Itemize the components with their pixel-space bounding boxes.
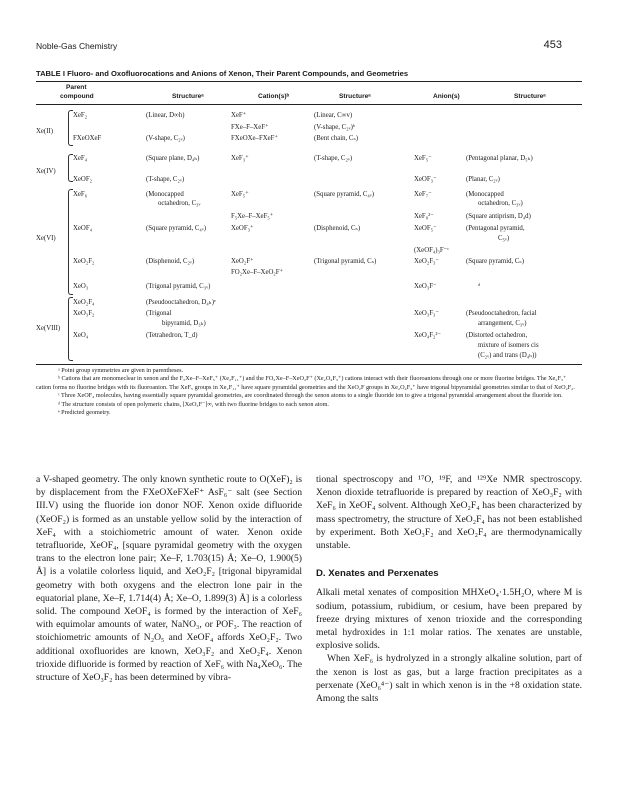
structure-cell: (Tetrahedron, T_d) <box>146 332 198 339</box>
structure-cell: (Trigonal <box>146 310 172 317</box>
cation-cell: FXe–F–XeF⁺ <box>231 124 269 131</box>
structure-cell: (T-shape, C₂ᵥ) <box>146 176 185 183</box>
anion-structure-cell: arrangement, C₃ᵥ) <box>478 320 527 327</box>
cation-cell: XeF₅⁺ <box>231 191 249 198</box>
footnote: ᵉ Predicted geometry. <box>58 409 111 417</box>
column-header-structure: Structureᵃ <box>339 93 371 100</box>
cation-cell: XeOF₃⁺ <box>231 225 254 232</box>
column-header-compound: compound <box>60 93 94 100</box>
anion-structure-cell: C₅ᵥ) <box>498 235 510 242</box>
anion-cell: XeO₃F⁻ <box>414 283 437 290</box>
body-left-column <box>36 473 302 684</box>
compound-cell: XeF₂ <box>73 112 88 119</box>
running-head: Noble-Gas Chemistry <box>36 41 118 51</box>
column-header-structure: Structureᵃ <box>172 93 204 100</box>
table-top-rule <box>36 81 582 82</box>
structure-cell: (V-shape, C₂ᵥ) <box>146 135 185 142</box>
table-header-rule <box>36 104 582 105</box>
cation-structure-cell: (Disphenoid, Cₛ) <box>314 225 361 232</box>
column-header-parent: Parent <box>66 84 87 91</box>
anion-structure-cell: (Pseudooctahedron, facial <box>466 310 537 317</box>
anion-cell: XeF₇⁻ <box>414 191 432 198</box>
anion-structure-cell: (Monocapped <box>466 191 504 198</box>
column-header-cations: Cation(s)ᵇ <box>258 93 290 100</box>
anion-cell: XeOF₃⁻ <box>414 176 437 183</box>
body-paragraph: When XeF₆ is hydrolyzed in a strongly alkaline solution, part of the xenon is lost as gas, but a large fraction precipitates as a perxenate (XeO₆⁴⁻) salt in which xenon is in the +8 oxidation state. Among the salts <box>316 653 582 705</box>
structure-cell: bipyramid, D₃ₕ) <box>162 320 206 327</box>
structure-cell: (Linear, D∞h) <box>146 112 185 119</box>
compound-cell: XeO₃ <box>73 283 89 290</box>
structure-cell: (Square pyramid, C₄ᵥ) <box>146 225 207 232</box>
anion-structure-cell: mixture of isomers cis <box>478 342 539 349</box>
anion-cell: XeOF₅⁻ <box>414 225 437 232</box>
cation-structure-cell: (Linear, C∞v) <box>314 112 353 119</box>
compound-cell: XeO₄ <box>73 332 89 339</box>
section-heading: D. Xenates and Perxenates <box>316 568 439 580</box>
compound-cell: XeF₄ <box>73 155 88 162</box>
compound-cell: FXeOXeF <box>73 135 102 142</box>
cation-cell: XeF⁺ <box>231 112 247 119</box>
cation-structure-cell: (Bent chain, Cₛ) <box>314 135 359 142</box>
cation-cell: XeF₃⁺ <box>231 155 249 162</box>
footnote: ᵃ Point group symmetries are given in parentheses. <box>58 367 184 374</box>
anion-cell: XeF₈²⁻ <box>414 213 434 220</box>
table-caption: TABLE I Fluoro- and Oxofluorocations and Anions of Xenon, Their Parent Compounds, and Geometries <box>36 69 409 78</box>
column-header-anions: Anion(s) <box>433 93 460 100</box>
body-paragraph: tional spectroscopy and ¹⁷O, ¹⁹F, and ¹²⁹Xe NMR spectroscopy. Xenon dioxide tetrafluoride is prepared by reaction of XeO₃F₂ with XeF₆ in XeOF₄ solvent. Although XeO₂F₄ has been characterized by mass spectrometry, the structure of XeO₂F₄ has not been established by experiment. Both XeO₃F₂ and XeO₂F₄ are thermodynamically unstable. <box>316 474 582 552</box>
cation-cell: FO₂Xe–F–XeO₂F⁺ <box>231 269 284 276</box>
table-footnotes <box>36 367 582 417</box>
column-header-structure: Structureᵃ <box>514 93 546 100</box>
compound-cell: XeO₂F₄ <box>73 299 95 306</box>
cation-structure-cell: (T-shape, C₂ᵥ) <box>314 155 353 162</box>
body-paragraph: a V-shaped geometry. The only known synthetic route to O(XeF)₂ is by displacement from the FXeOXeFXeF⁺ AsF₆⁻ salt (see Section III.V) using the fluoride ion donor NOF. Xenon oxide difluoride (XeOF₂) is formed as an unstable yellow solid by the interaction of XeF₄ with a stoichiometric amount of water. Xenon oxide tetrafluoride, XeOF₄, [square pyramidal geometry with the oxygen trans to the electron lone pair; Xe–F, 1.703(15) Å; Xe–O, 1.900(5) Å] is a volatile colorless liquid, and XeO₂F₂ [trigonal bipyramidal geometry with both oxygens and the electron lone pair in the equatorial plane, Xe–F, 1.714(4) Å; Xe–O, 1.899(3) Å] is a colorless solid. The compound XeOF₄ is formed by the interaction of XeF₆ with equimolar amounts of water, NaNO₃, or POF₃. The reaction of stoichiometric amounts of N₂O₅ and XeOF₄ affords XeO₂F₂. Two additional oxofluorides are known, XeO₃F₂ and XeO₂F₄. Xenon trioxide difluoride is formed by reaction of XeF₆ with Na₄XeO₆. The structure of XeO₃F₂ has been determined by vibra- <box>36 474 302 684</box>
group-label: Xe(VI) <box>36 235 56 242</box>
anion-structure-cell: (Square pyramid, Cₛ) <box>466 258 524 265</box>
compound-cell: XeF₆ <box>73 191 88 198</box>
anion-structure-cell: (Planar, C₂ᵥ) <box>466 176 500 183</box>
group-label: Xe(II) <box>36 128 53 135</box>
structure-cell: (Pseudooctahedron, D₄ₕ)ᵉ <box>146 299 216 306</box>
footnote: ᶜ Three XeOF₄ molecules, having essentially square pyramidal geometries, are coordinated through the xenon atoms to a single fluoride ion to give a trigonal pyramidal arrangement about the fluoride ion. <box>58 392 563 400</box>
structure-cell: (Monocapped <box>146 191 184 198</box>
anion-structure-cell: octahedron, C₃ᵥ) <box>478 200 523 207</box>
group-label: Xe(IV) <box>36 168 56 175</box>
cation-structure-cell: (V-shape, C₂ᵥ)ᵇ <box>314 124 355 131</box>
cation-structure-cell: (Square pyramid, C₄ᵥ) <box>314 191 375 198</box>
anion-structure-cell: (C₂ᵥ) and trans (D₄ₕ)) <box>478 352 537 359</box>
anion-cell: XeF₅⁻ <box>414 155 432 162</box>
page-number: 453 <box>543 39 562 51</box>
group-label: Xe(VIII) <box>36 325 61 332</box>
structure-cell: (Disphenoid, C₂ᵥ) <box>146 258 195 265</box>
cation-structure-cell: (Trigonal pyramid, Cₛ) <box>314 258 377 265</box>
footnote: ᵇ Cations that are monomeclear in xenon and the F₅Xe–F–XeF₅⁺ (Xe₂F₁₁⁺) and the FO₂Xe–F–XeO₂F⁺ (Xe₂O₄F₃⁺) cations interact with their fluoroanions through one or more fluorine bridges. The Xe₂F₃⁺ cation forms no fluorine bridges with its fluoroanion. The XeF₅ groups in Xe₂F₁₁⁺ have square pyramidal geometries and the XeO₂F groups in Xe₂O₄F₃⁺ have trigonal bipyramidal geometries similar to that of XeO₂F₂. <box>36 375 575 391</box>
compound-cell: XeO₃F₂ <box>73 310 95 317</box>
anion-cell: XeO₂F₃⁻ <box>414 258 439 265</box>
anion-structure-cell: ᵈ <box>478 283 481 290</box>
anion-structure-cell: (Pentagonal pyramid, <box>466 225 525 232</box>
anion-structure-cell: (Distorted octahedron, <box>466 332 528 339</box>
structure-cell: octahedron, C₃ᵥ <box>158 200 201 207</box>
group-brace <box>68 189 73 295</box>
anion-cell: XeO₄F₂²⁻ <box>414 332 441 339</box>
structure-cell: (Trigonal pyramid, C₃ᵥ) <box>146 283 211 290</box>
structure-cell: (Square plane, D₄ₕ) <box>146 155 200 162</box>
anion-structure-cell: (Square antiprism, D₄d) <box>466 213 531 220</box>
cation-cell: XeO₂F⁺ <box>231 258 254 265</box>
body-right-column <box>316 473 582 705</box>
compound-cell: XeOF₂ <box>73 176 92 183</box>
anion-cell: (XeOF₄)₃F⁻ᶜ <box>414 247 449 254</box>
body-paragraph: Alkali metal xenates of composition MHXeO₄·1.5H₂O, where M is sodium, potassium, rubidium, or cesium, have been prepared by freeze drying mixtures of xenon trioxide and the corresponding metal hydroxides in 1:1 molar ratios. The xenates are unstable, explosive solids. <box>316 587 582 652</box>
anion-cell: XeO₃F₃⁻ <box>414 310 439 317</box>
table-bottom-rule <box>36 364 582 365</box>
compound-cell: XeOF₄ <box>73 225 92 232</box>
cation-cell: FXeOXe–FXeF⁺ <box>231 135 279 142</box>
cation-cell: F₅Xe–F–XeF₅⁺ <box>231 213 274 220</box>
footnote: ᵈ The structure consists of open polymeric chains, [XeO₃F⁻]∞, with two fluorine bridges to each xenon atom. <box>58 400 329 408</box>
compound-cell: XeO₂F₂ <box>73 258 95 265</box>
anion-structure-cell: (Pentagonal planar, D₅ₕ) <box>466 155 533 162</box>
